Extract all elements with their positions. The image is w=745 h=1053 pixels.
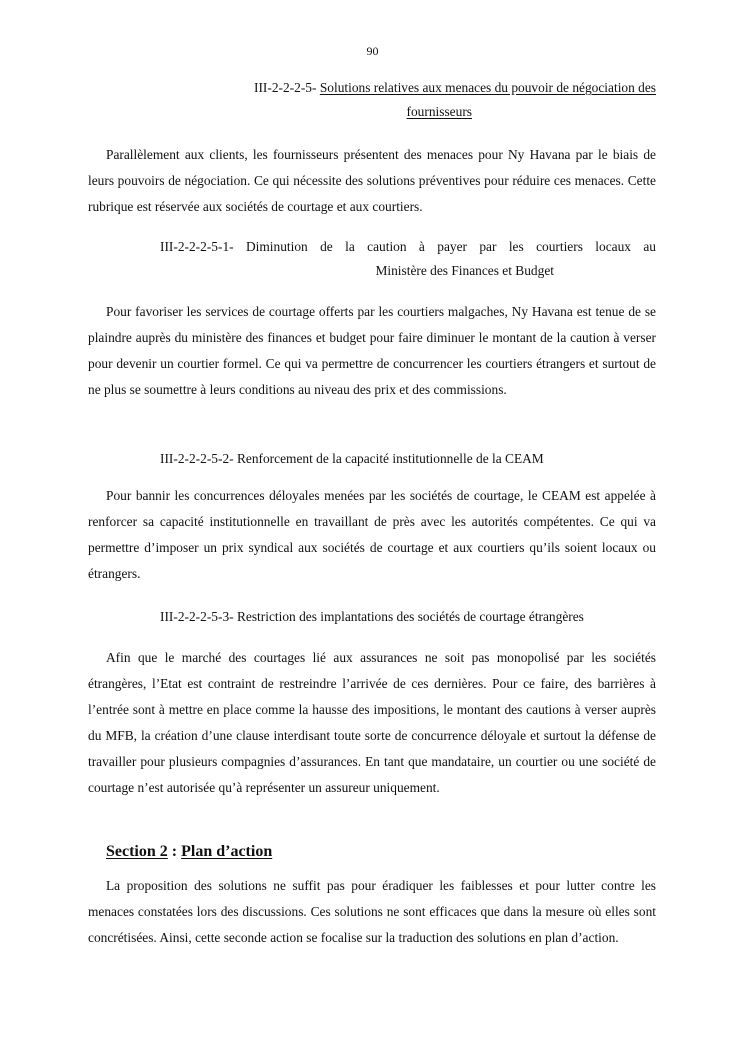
- heading-caution-line2: Ministère des Finances et Budget: [375, 263, 554, 278]
- section-label: Section 2: [106, 843, 168, 860]
- section-separator: :: [167, 843, 182, 860]
- heading-caution-line1: III-2-2-2-5-1- Diminution de la caution à payer par les courtiers locaux au: [160, 239, 656, 254]
- paragraph-suppliers-intro: Parallèlement aux clients, les fournisseurs présentent des menaces pour Ny Havana par le biais de leurs pouvoirs de négociation. Ce qui nécessite des solutions préventives pour réduire ces menaces. Cette rubrique est réservée aux sociétés de courtage et aux courtiers.: [88, 147, 656, 214]
- heading-title-line2: fournisseurs: [406, 104, 472, 119]
- page-number: 90: [366, 44, 379, 58]
- section-name: Plan d’action: [181, 843, 273, 860]
- heading-number: III-2-2-2-5-: [254, 80, 317, 95]
- heading-title-line1: Solutions relatives aux menaces du pouvoir de négociation des: [319, 80, 656, 95]
- subsection-heading-caution: [160, 235, 656, 283]
- subsection-heading-restriction: III-2-2-2-5-3- Restriction des implantations des sociétés de courtage étrangères: [160, 609, 584, 624]
- paragraph-ceam: Pour bannir les concurrences déloyales menées par les sociétés de courtage, le CEAM est appelée à renforcer sa capacité institutionnelle en travaillant de près avec les autorités compétentes. Ce qui va permettre d’imposer un prix syndical aux sociétés de courtage et aux courtiers qu’ils soient locaux ou étrangers.: [88, 488, 656, 581]
- subsection-heading-ceam: III-2-2-2-5-2- Renforcement de la capacité institutionnelle de la CEAM: [160, 451, 544, 466]
- paragraph-plan-action: La proposition des solutions ne suffit pas pour éradiquer les faiblesses et pour lutter contre les menaces constatées lors des discussions. Ces solutions ne sont efficaces que dans la mesure où elles sont concrétisées. Ainsi, cette seconde action se focalise sur la traduction des solutions en plan d’action.: [88, 878, 656, 945]
- paragraph-restriction: Afin que le marché des courtages lié aux assurances ne soit pas monopolisé par les sociétés étrangères, l’Etat est contraint de restreindre l’arrivée de ces dernières. Pour ce faire, des barrières à l’entrée sont à mettre en place comme la hausse des impositions, le montant des cautions à verser auprès du MFB, la création d’une clause interdisant toute sorte de concurrence déloyale et surtout la défense de travailler pour plusieurs compagnies d’assurances. En tant que mandataire, un courtier ou une société de courtage n’est autorisée qu’à représenter un assureur uniquement.: [88, 650, 656, 795]
- subsection-heading-suppliers: [142, 76, 656, 124]
- section-title: [106, 840, 272, 864]
- paragraph-caution: Pour favoriser les services de courtage offerts par les courtiers malgaches, Ny Havana est tenue de se plaindre auprès du ministère des finances et budget pour faire diminuer le montant de la caution à verser pour devenir un courtier formel. Ce qui va permettre de concurrencer les courtiers étrangers et surtout de ne plus se soumettre à leurs conditions au niveau des prix et des commissions.: [88, 304, 656, 397]
